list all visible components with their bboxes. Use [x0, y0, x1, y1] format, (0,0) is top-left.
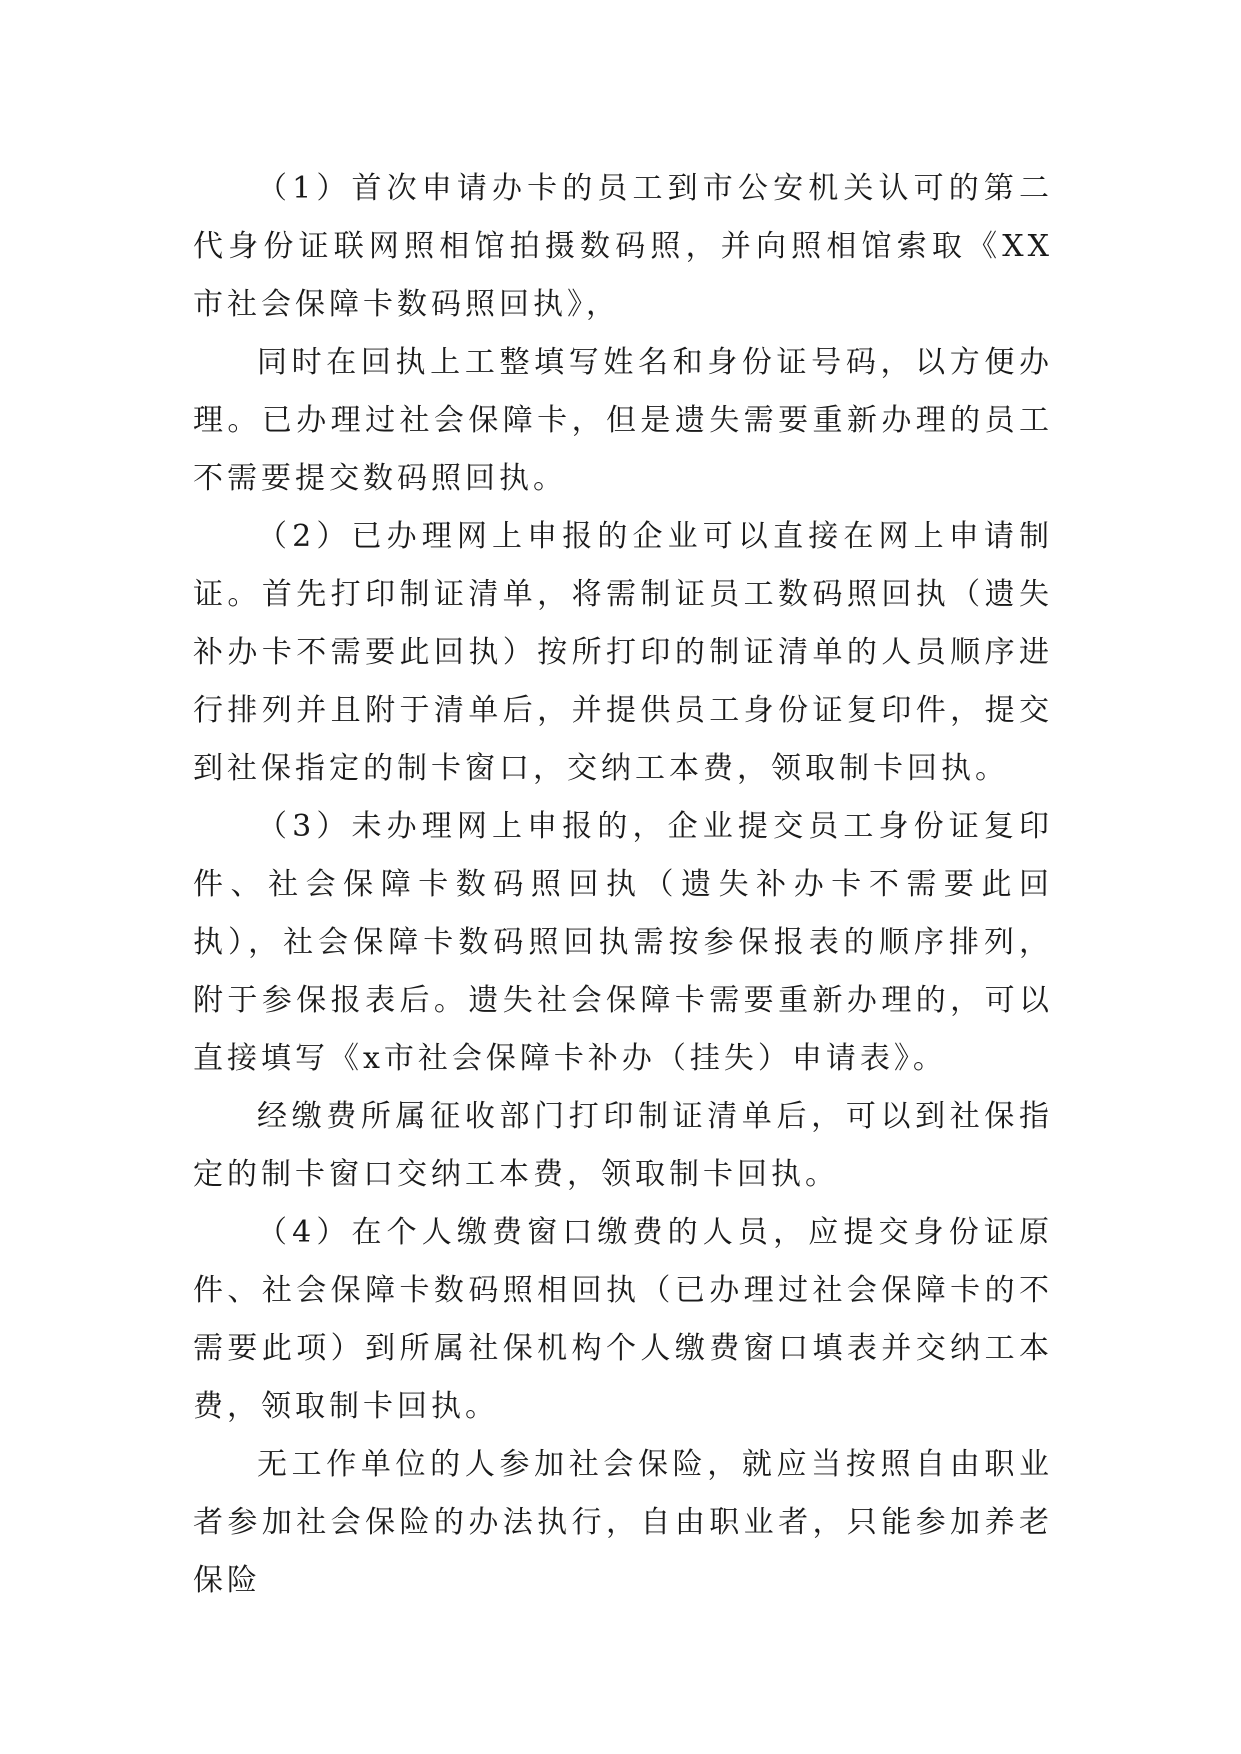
paragraph-1: （1）首次申请办卡的员工到市公安机关认可的第二代身份证联网照相馆拍摄数码照，并向照相馆索取《XX市社会保障卡数码照回执》，: [193, 171, 1053, 322]
paragraph-7: 无工作单位的人参加社会保险，就应当按照自由职业者参加社会保险的办法执行，自由职业者，只能参加养老保险: [193, 1447, 1053, 1598]
paragraph-3: （2）已办理网上申报的企业可以直接在网上申请制证。首先打印制证清单，将需制证员工数码照回执（遗失补办卡不需要此回执）按所打印的制证清单的人员顺序进行排列并且附于清单后，并提供员工身份证复印件，提交到社保指定的制卡窗口，交纳工本费，领取制卡回执。: [193, 519, 1053, 786]
paragraph-4: （3）未办理网上申报的，企业提交员工身份证复印件、社会保障卡数码照回执（遗失补办卡不需要此回执），社会保障卡数码照回执需按参保报表的顺序排列，附于参保报表后。遗失社会保障卡需要重新办理的，可以直接填写《x市社会保障卡补办（挂失）申请表》。: [193, 809, 1053, 1076]
paragraph-6: （4）在个人缴费窗口缴费的人员，应提交身份证原件、社会保障卡数码照相回执（已办理过社会保障卡的不需要此项）到所属社保机构个人缴费窗口填表并交纳工本费，领取制卡回执。: [193, 1215, 1053, 1424]
paragraph-5: 经缴费所属征收部门打印制证清单后，可以到社保指定的制卡窗口交纳工本费，领取制卡回执。: [193, 1099, 1053, 1192]
paragraph-2: 同时在回执上工整填写姓名和身份证号码，以方便办理。已办理过社会保障卡，但是遗失需要重新办理的员工不需要提交数码照回执。: [193, 345, 1053, 496]
document-page: [193, 160, 1053, 1610]
